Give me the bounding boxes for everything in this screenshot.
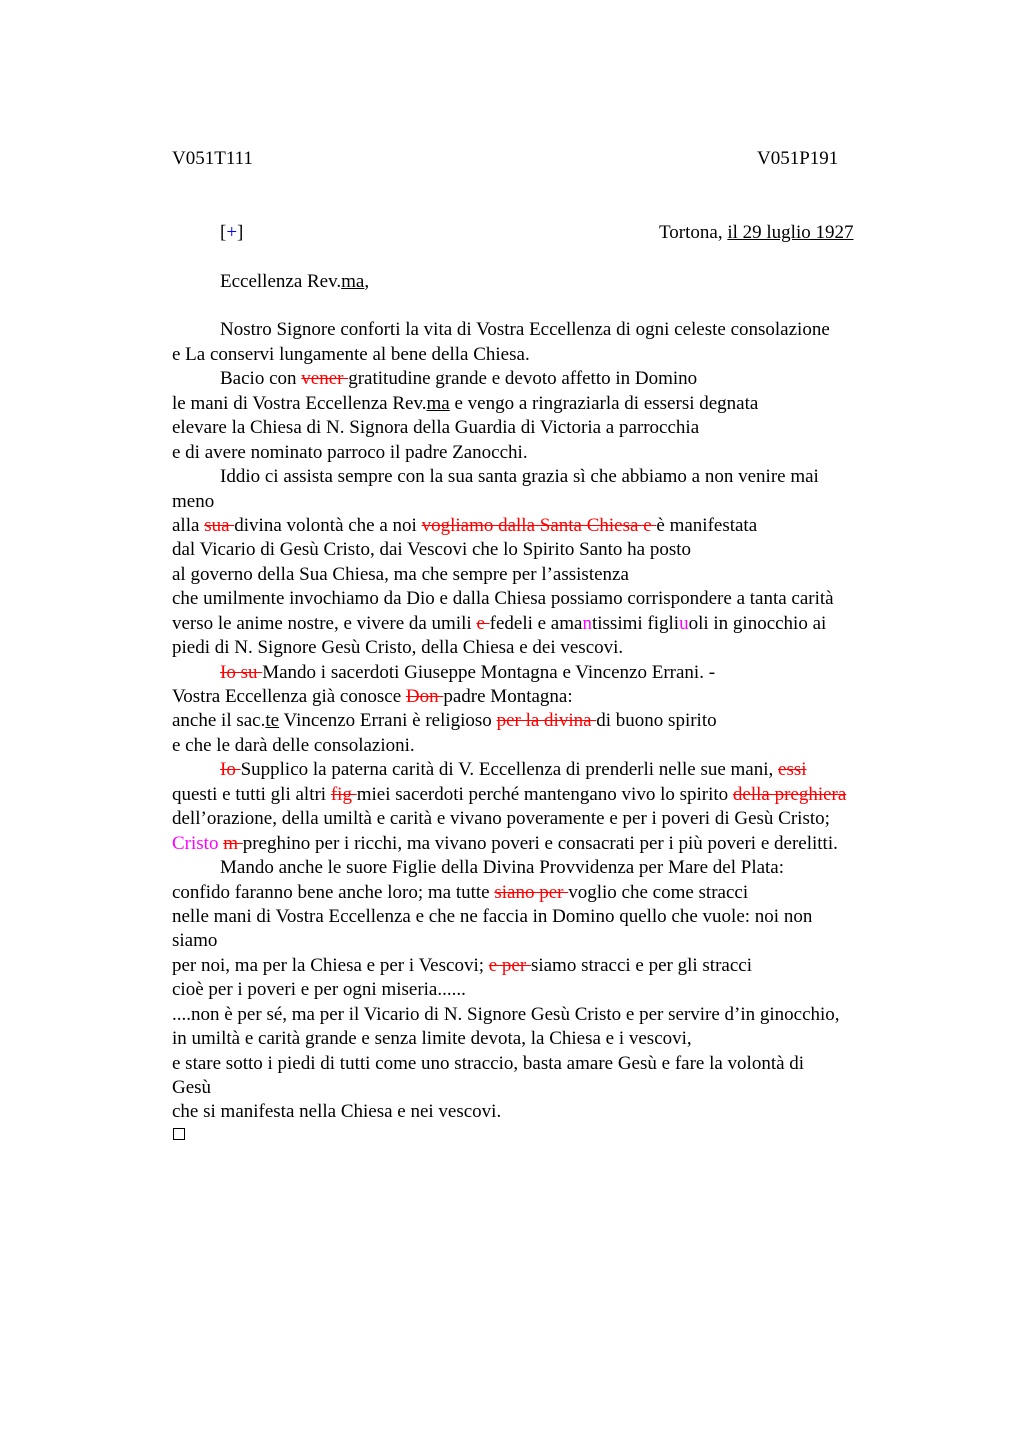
text-segment: fedeli e ama <box>489 613 583 634</box>
text-segment: siamo <box>172 930 218 951</box>
text-segment: siamo stracci e per gli stracci <box>530 955 752 976</box>
text-segment: Mando i sacerdoti Giuseppe Montagna e Vincenzo Errani. - <box>262 662 716 683</box>
header-right-code: V051P191 <box>757 148 839 169</box>
underlined-text: ma <box>426 393 450 414</box>
text-segment: meno <box>172 491 215 512</box>
text-segment: Vincenzo Errani è religioso <box>279 710 497 731</box>
body-line <box>172 393 758 415</box>
text-segment: e di avere nominato parroco il padre Zanocchi. <box>172 442 528 463</box>
text-segment: e vengo a ringraziarla di essersi degnata <box>449 393 759 414</box>
body-line <box>172 882 748 904</box>
salutation: Eccellenza Rev.ma, <box>220 271 370 292</box>
body-line <box>172 979 466 1001</box>
text-segment: cioè per i poveri e per ogni miseria...... <box>172 979 466 1000</box>
text-segment: e stare sotto i piedi di tutti come uno straccio, basta amare Gesù e fare la volontà di <box>172 1053 805 1074</box>
text-segment: per noi, ma per la Chiesa e per i Vescovi; <box>172 955 489 976</box>
body-line <box>220 759 807 781</box>
deleted-text: Io <box>220 759 241 780</box>
text-segment: preghino per i ricchi, ma vivano poveri e consacrati per i più poveri e derelitti. <box>242 833 838 854</box>
body-line <box>172 564 629 586</box>
text-segment: alla <box>172 515 205 536</box>
body-line <box>172 344 530 366</box>
text-segment: dell’orazione, della umiltà e carità e vivano poveramente e per i poveri di Gesù Cristo; <box>172 808 830 829</box>
body-line <box>220 857 784 879</box>
body-line <box>172 808 830 830</box>
text-segment: in umiltà e carità grande e senza limite devota, la Chiesa e i vescovi, <box>172 1028 692 1049</box>
body-line <box>172 613 826 635</box>
body-line <box>172 442 528 464</box>
text-segment: miei sacerdoti perché mantengano vivo lo spirito <box>356 784 733 805</box>
place-date <box>659 222 853 244</box>
end-box-icon <box>173 1128 185 1140</box>
text-segment: Vostra Eccellenza già conosce <box>172 686 406 707</box>
deleted-text: vener <box>301 368 349 389</box>
deleted-text: siano per <box>494 882 569 903</box>
plus-icon: + <box>226 222 238 243</box>
body-line <box>220 662 715 684</box>
place: Tortona, <box>659 222 728 243</box>
text-segment: che umilmente invochiamo da Dio e dalla Chiesa possiamo corrispondere a tanta carità <box>172 588 834 609</box>
deleted-text: della preghiera <box>732 784 847 805</box>
text-segment: e La conservi lungamente al bene della Chiesa. <box>172 344 530 365</box>
text-segment: Supplico la paterna carità di V. Eccellenza di prenderli nelle sue mani, <box>240 759 779 780</box>
inserted-text: n <box>582 613 592 634</box>
text-segment: tissimi figli <box>591 613 680 634</box>
body-line <box>172 539 691 561</box>
plus-marker: [+] <box>220 222 244 243</box>
deleted-text: e <box>476 613 490 634</box>
text-segment: confido faranno bene anche loro; ma tutte <box>172 882 495 903</box>
text-segment: oli in ginocchio ai <box>688 613 827 634</box>
text-segment: questi e tutti gli altri <box>172 784 331 805</box>
body-line <box>172 686 573 708</box>
text-segment: al governo della Sua Chiesa, ma che sempre per l’assistenza <box>172 564 629 585</box>
text-segment: nelle mani di Vostra Eccellenza e che ne faccia in Domino quello che vuole: noi non <box>172 906 813 927</box>
body-line <box>220 319 830 341</box>
text-segment: Iddio ci assista sempre con la sua santa grazia sì che abbiamo a non venire mai <box>220 466 819 487</box>
text-segment: Mando anche le suore Figlie della Divina Provvidenza per Mare del Plata: <box>220 857 785 878</box>
text-segment: Bacio con <box>220 368 302 389</box>
body-line <box>172 1004 840 1026</box>
body-line <box>172 833 838 855</box>
body-line <box>172 417 699 439</box>
body-line <box>172 491 214 513</box>
body-line <box>172 1077 211 1099</box>
text-segment: che si manifesta nella Chiesa e nei vescovi. <box>172 1101 502 1122</box>
deleted-text: Io su <box>220 662 263 683</box>
text-segment: anche il sac. <box>172 710 266 731</box>
text-segment: verso le anime nostre, e vivere da umili <box>172 613 477 634</box>
text-segment: elevare la Chiesa di N. Signora della Guardia di Victoria a parrocchia <box>172 417 700 438</box>
text-segment: dal Vicario di Gesù Cristo, dai Vescovi che lo Spirito Santo ha posto <box>172 539 692 560</box>
text-segment: padre Montagna: <box>443 686 573 707</box>
body-line <box>172 1101 501 1123</box>
deleted-text: vogliamo dalla Santa Chiesa e <box>421 515 657 536</box>
body-line <box>172 515 757 537</box>
body-line <box>172 710 717 732</box>
text-segment: è manifestata <box>656 515 758 536</box>
deleted-text: per la divina <box>496 710 597 731</box>
deleted-text: m <box>223 833 243 854</box>
body-line <box>172 784 846 806</box>
date: il 29 luglio 1927 <box>727 222 854 243</box>
body-line <box>172 735 415 757</box>
inserted-text: u <box>679 613 689 634</box>
text-segment: ....non è per sé, ma per il Vicario di N. Signore Gesù Cristo e per servire d’in ginocchio, <box>172 1004 840 1025</box>
body-line <box>172 955 752 977</box>
text-segment: Nostro Signore conforti la vita di Vostra Eccellenza di ogni celeste consolazione <box>220 319 830 340</box>
deleted-text: Don <box>405 686 444 707</box>
text-segment: divina volontà che a noi <box>234 515 422 536</box>
body-line <box>172 1053 804 1075</box>
body-line <box>172 1028 692 1050</box>
header-left-code: V051T111 <box>172 148 253 169</box>
deleted-text: sua <box>204 515 235 536</box>
deleted-text: fig <box>330 784 357 805</box>
body-line <box>172 906 812 928</box>
body-line <box>220 466 819 488</box>
deleted-text: essi <box>778 759 807 780</box>
inserted-text: Cristo <box>172 833 224 854</box>
text-segment: gratitudine grande e devoto affetto in Domino <box>348 368 698 389</box>
text-segment: di buono spirito <box>596 710 717 731</box>
body-line <box>172 588 834 610</box>
text-segment: piedi di N. Signore Gesù Cristo, della Chiesa e dei vescovi. <box>172 637 624 658</box>
body-line <box>220 368 697 390</box>
text-segment: voglio che come stracci <box>568 882 749 903</box>
body-line <box>172 637 623 659</box>
underlined-text: te <box>265 710 280 731</box>
deleted-text: e per <box>488 955 531 976</box>
text-segment: e che le darà delle consolazioni. <box>172 735 415 756</box>
text-segment: Gesù <box>172 1077 212 1098</box>
text-segment: le mani di Vostra Eccellenza Rev. <box>172 393 427 414</box>
body-line <box>172 930 217 952</box>
